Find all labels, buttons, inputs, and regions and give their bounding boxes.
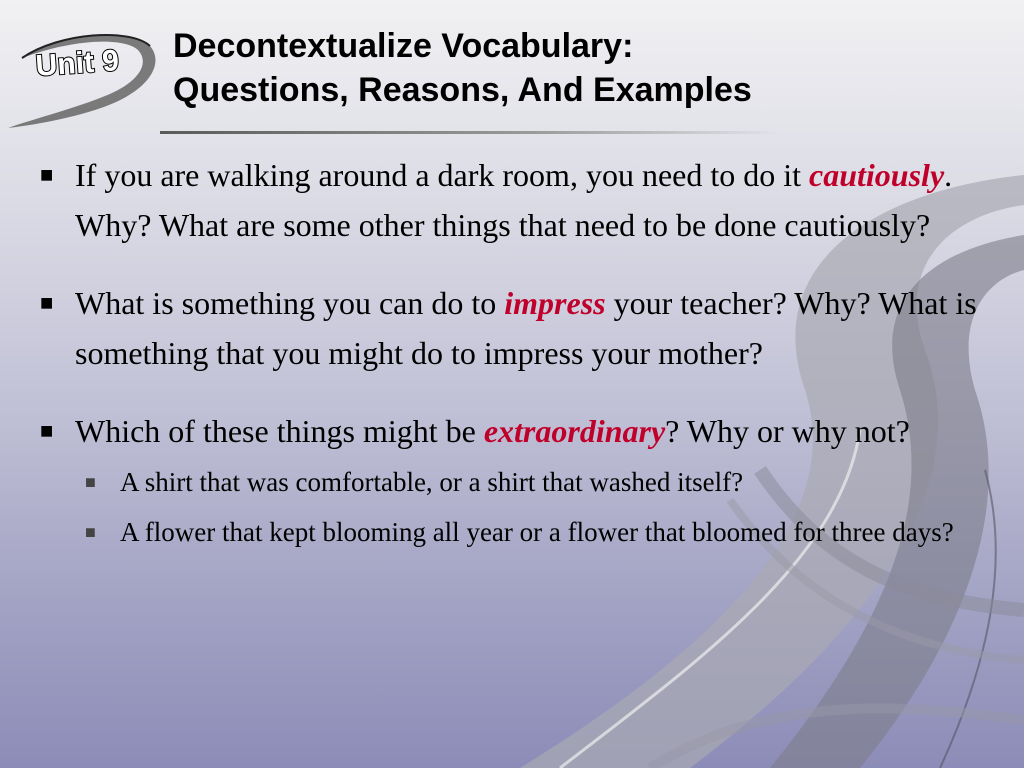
vocab-keyword: cautiously [809,157,945,193]
vocab-keyword: impress [504,285,606,321]
sub-bullet-item-1 [75,462,1000,502]
small-square-bullet-icon: ■ [85,522,96,542]
title-underline [160,131,780,134]
small-square-bullet-icon: ■ [85,472,96,492]
bullet-text: . Why? What are some other things that need to be done cautiously? [75,157,953,243]
unit-badge [0,18,170,133]
sub-bullet-item-2 [75,512,1000,552]
bullet-item-3 [40,406,1000,552]
bullet-item-2 [40,278,1000,378]
bullet-text: your teacher? Why? What is something that you might do to impress your mother? [75,285,977,371]
square-bullet-icon: ■ [40,162,54,187]
slide-body [40,150,1000,580]
unit-badge-label: Unit 9 [34,44,121,83]
sub-bullet-text: A shirt that was comfortable, or a shirt that washed itself? [120,467,744,497]
bullet-item-1 [40,150,1000,250]
vocab-keyword: extraordinary [483,413,666,449]
bullet-text: Which of these things might be [75,413,484,449]
square-bullet-icon: ■ [40,418,54,443]
title-line-1: Decontextualize Vocabulary: [173,27,634,65]
bullet-text: ? Why or why not? [665,413,910,449]
slide-title [173,24,752,112]
bullet-text: What is something you can do to [75,285,505,321]
sub-bullet-text: A flower that kept blooming all year or a flower that bloomed for three days? [120,517,954,547]
bullet-text: If you are walking around a dark room, you need to do it [75,157,810,193]
title-line-2: Questions, Reasons, And Examples [173,71,752,109]
sub-bullet-list [75,462,1000,552]
square-bullet-icon: ■ [40,290,54,315]
